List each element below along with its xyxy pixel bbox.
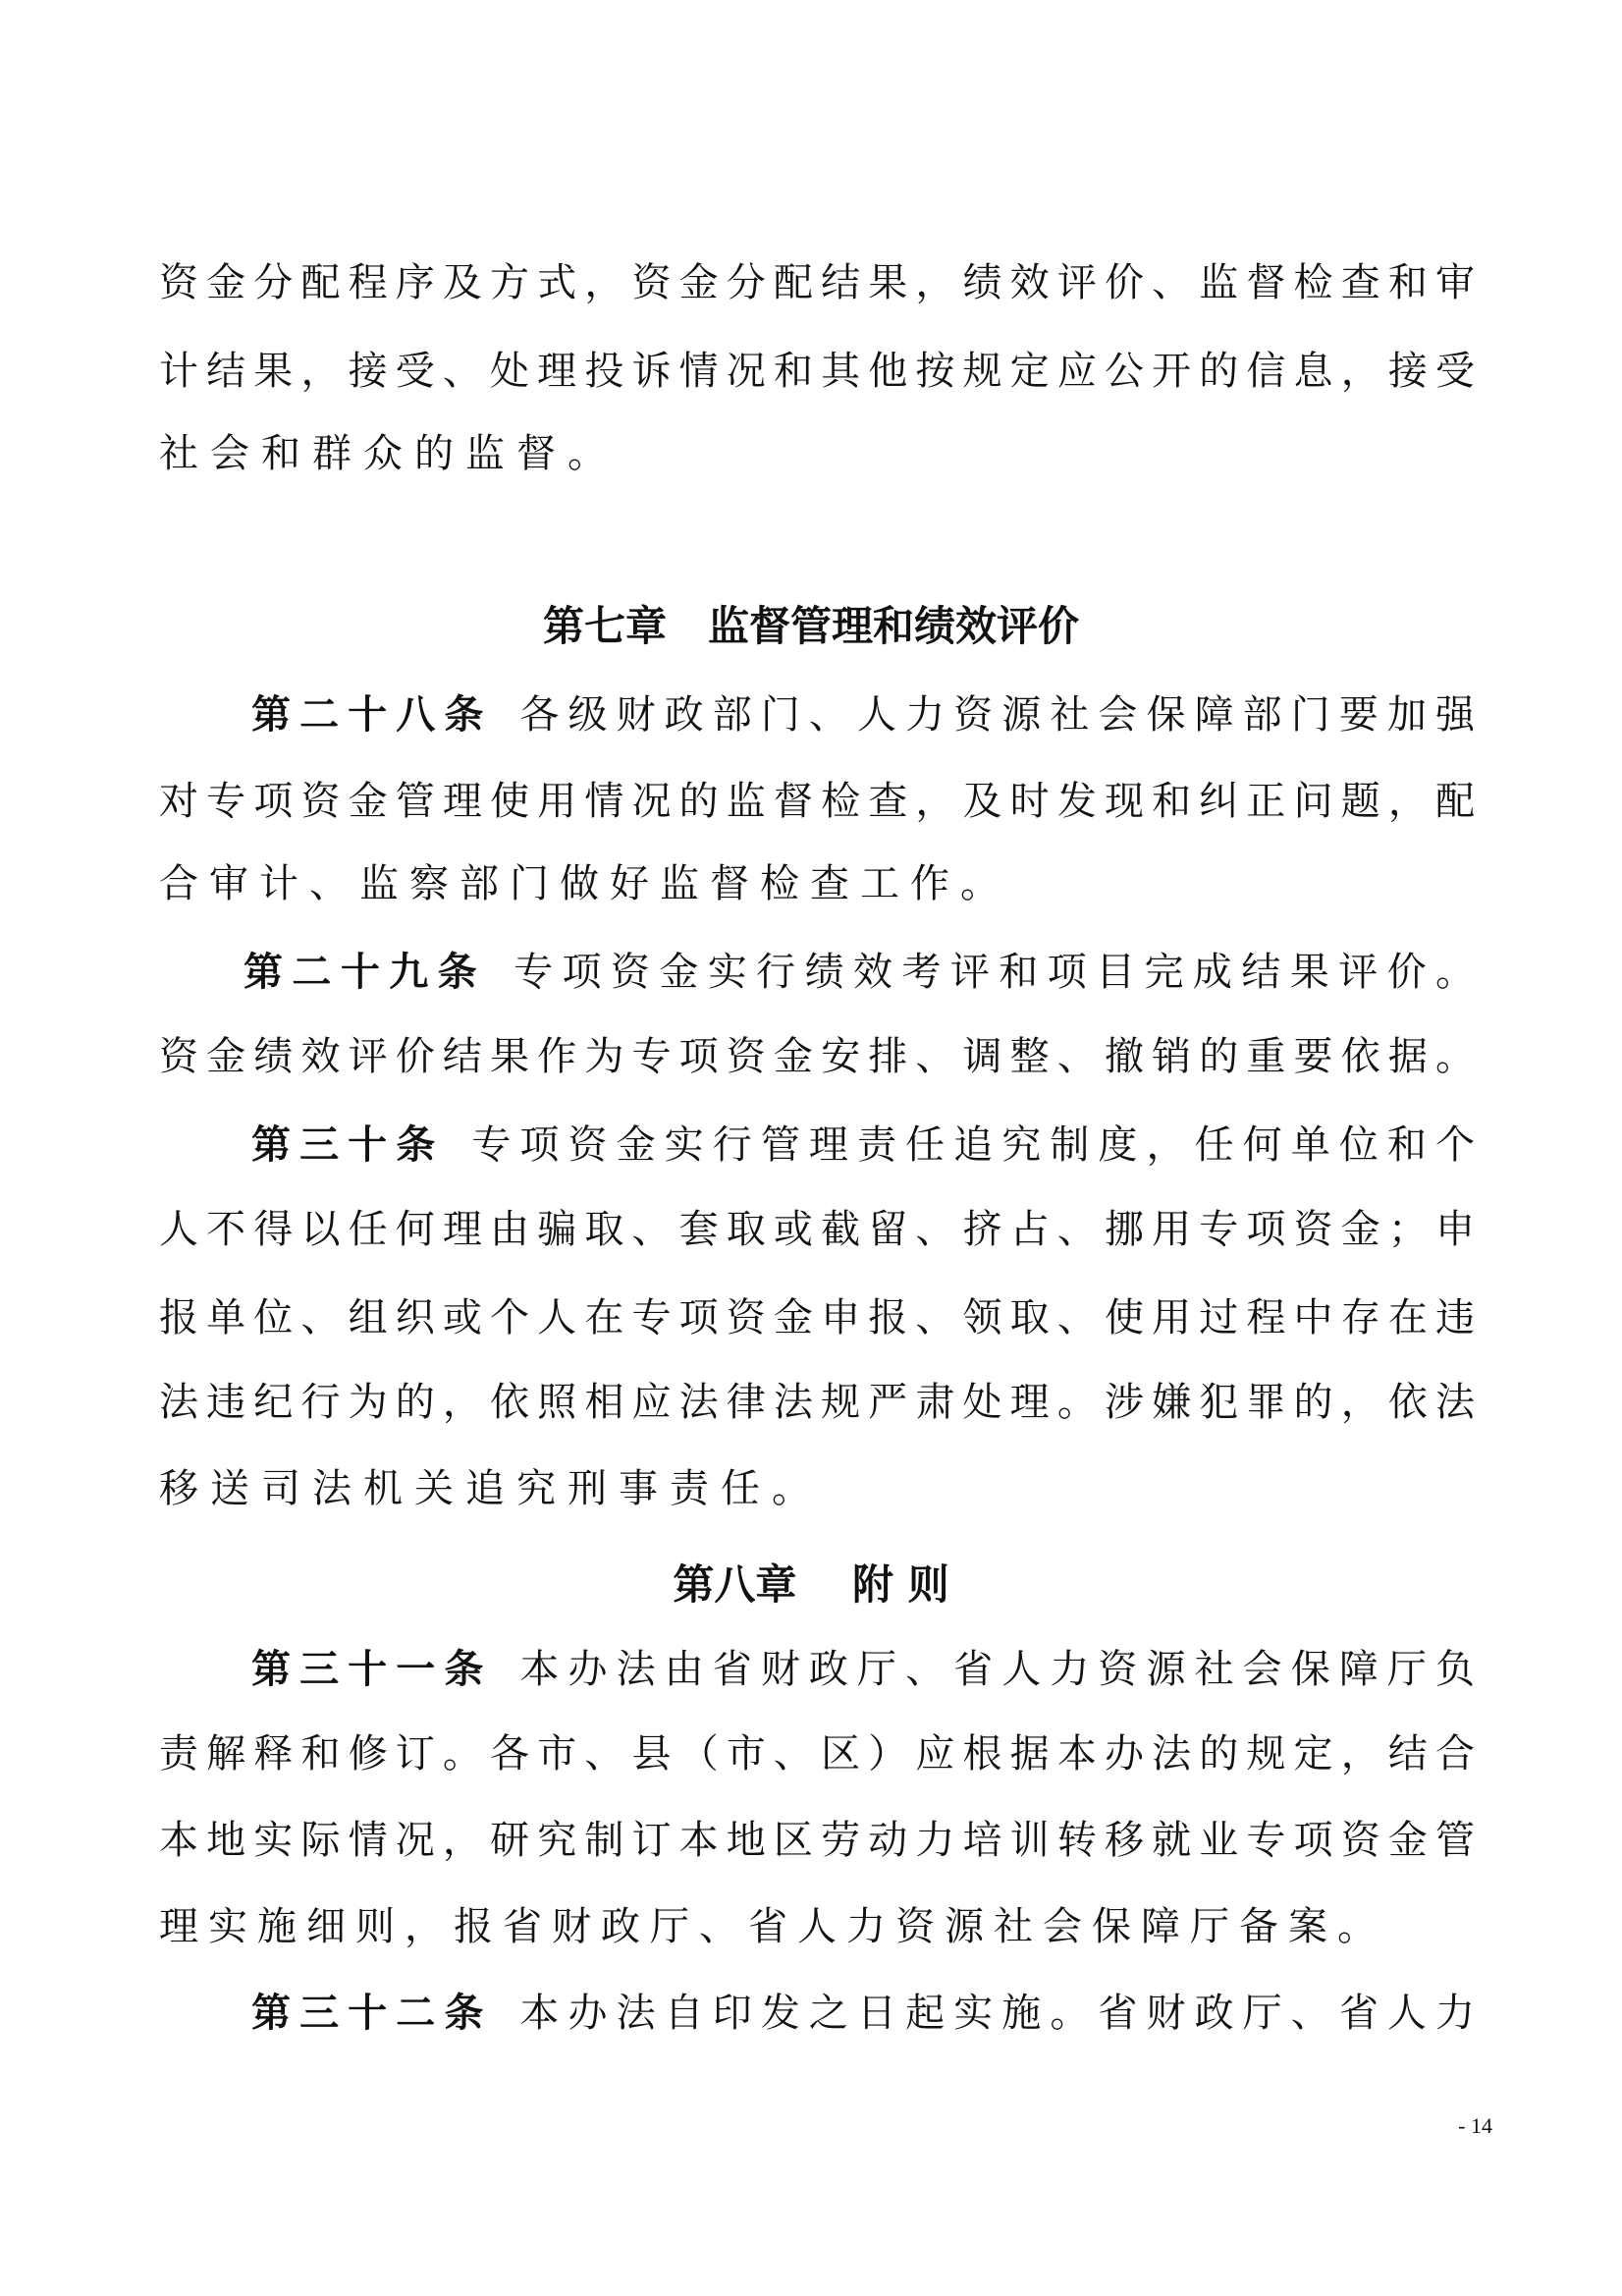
article-line <box>251 685 1475 744</box>
article-text: 本办法自印发之日起实施。省财政厅、省人力 <box>519 1991 1476 2036</box>
article-number: 第三十二条 <box>251 1991 493 2036</box>
article-number: 第三十条 <box>251 1122 445 1168</box>
paragraph-line: 人不得以任何理由骗取、套取或截留、挤占、挪用专项资金；申 <box>159 1207 1475 1252</box>
paragraph-line: 资金绩效评价结果作为专项资金安排、调整、撤销的重要依据。 <box>159 1034 1475 1079</box>
article-text: 专项资金实行绩效考评和项目完成结果评价。 <box>514 950 1476 995</box>
article-text: 本办法由省财政厅、省人力资源社会保障厅负 <box>519 1647 1476 1692</box>
chapter-heading: 第八章 附 则 <box>673 1560 949 1609</box>
page-number: - 14 <box>1458 2113 1492 2138</box>
paragraph-line: 对专项资金管理使用情况的监督检查，及时发现和纠正问题，配 <box>159 779 1475 824</box>
paragraph-line: 本地实际情况，研究制订本地区劳动力培训转移就业专项资金管 <box>159 1818 1475 1863</box>
paragraph-line: 合审计、监察部门做好监督检查工作。 <box>159 861 1010 906</box>
article-line <box>251 1116 1475 1175</box>
article-line <box>251 1640 1475 1699</box>
paragraph-line: 社会和群众的监督。 <box>159 431 619 476</box>
article-number: 第二十九条 <box>243 950 487 995</box>
chapter-heading: 第七章 监督管理和绩效评价 <box>542 602 1079 650</box>
article-text: 专项资金实行管理责任追究制度，任何单位和个 <box>471 1122 1476 1168</box>
paragraph-line: 报单位、组织或个人在专项资金申报、领取、使用过程中存在违 <box>159 1295 1475 1340</box>
paragraph-line: 责解释和修订。各市、县（市、区）应根据本办法的规定，结合 <box>159 1731 1475 1777</box>
paragraph-line: 资金分配程序及方式，资金分配结果，绩效评价、监督检查和审 <box>159 260 1475 305</box>
article-line <box>251 1984 1475 2043</box>
paragraph-line: 理实施细则，报省财政厅、省人力资源社会保障厅备案。 <box>159 1904 1386 1949</box>
paragraph-line: 移送司法机关追究刑事责任。 <box>159 1466 823 1511</box>
article-line <box>243 943 1475 1002</box>
article-number: 第三十一条 <box>251 1647 493 1692</box>
paragraph-line: 计结果，接受、处理投诉情况和其他按规定应公开的信息，接受 <box>159 349 1475 394</box>
paragraph-line: 法违纪行为的，依照相应法律法规严肃处理。涉嫌犯罪的，依法 <box>159 1380 1475 1425</box>
article-number: 第二十八条 <box>251 692 493 738</box>
article-text: 各级财政部门、人力资源社会保障部门要加强 <box>519 692 1476 738</box>
